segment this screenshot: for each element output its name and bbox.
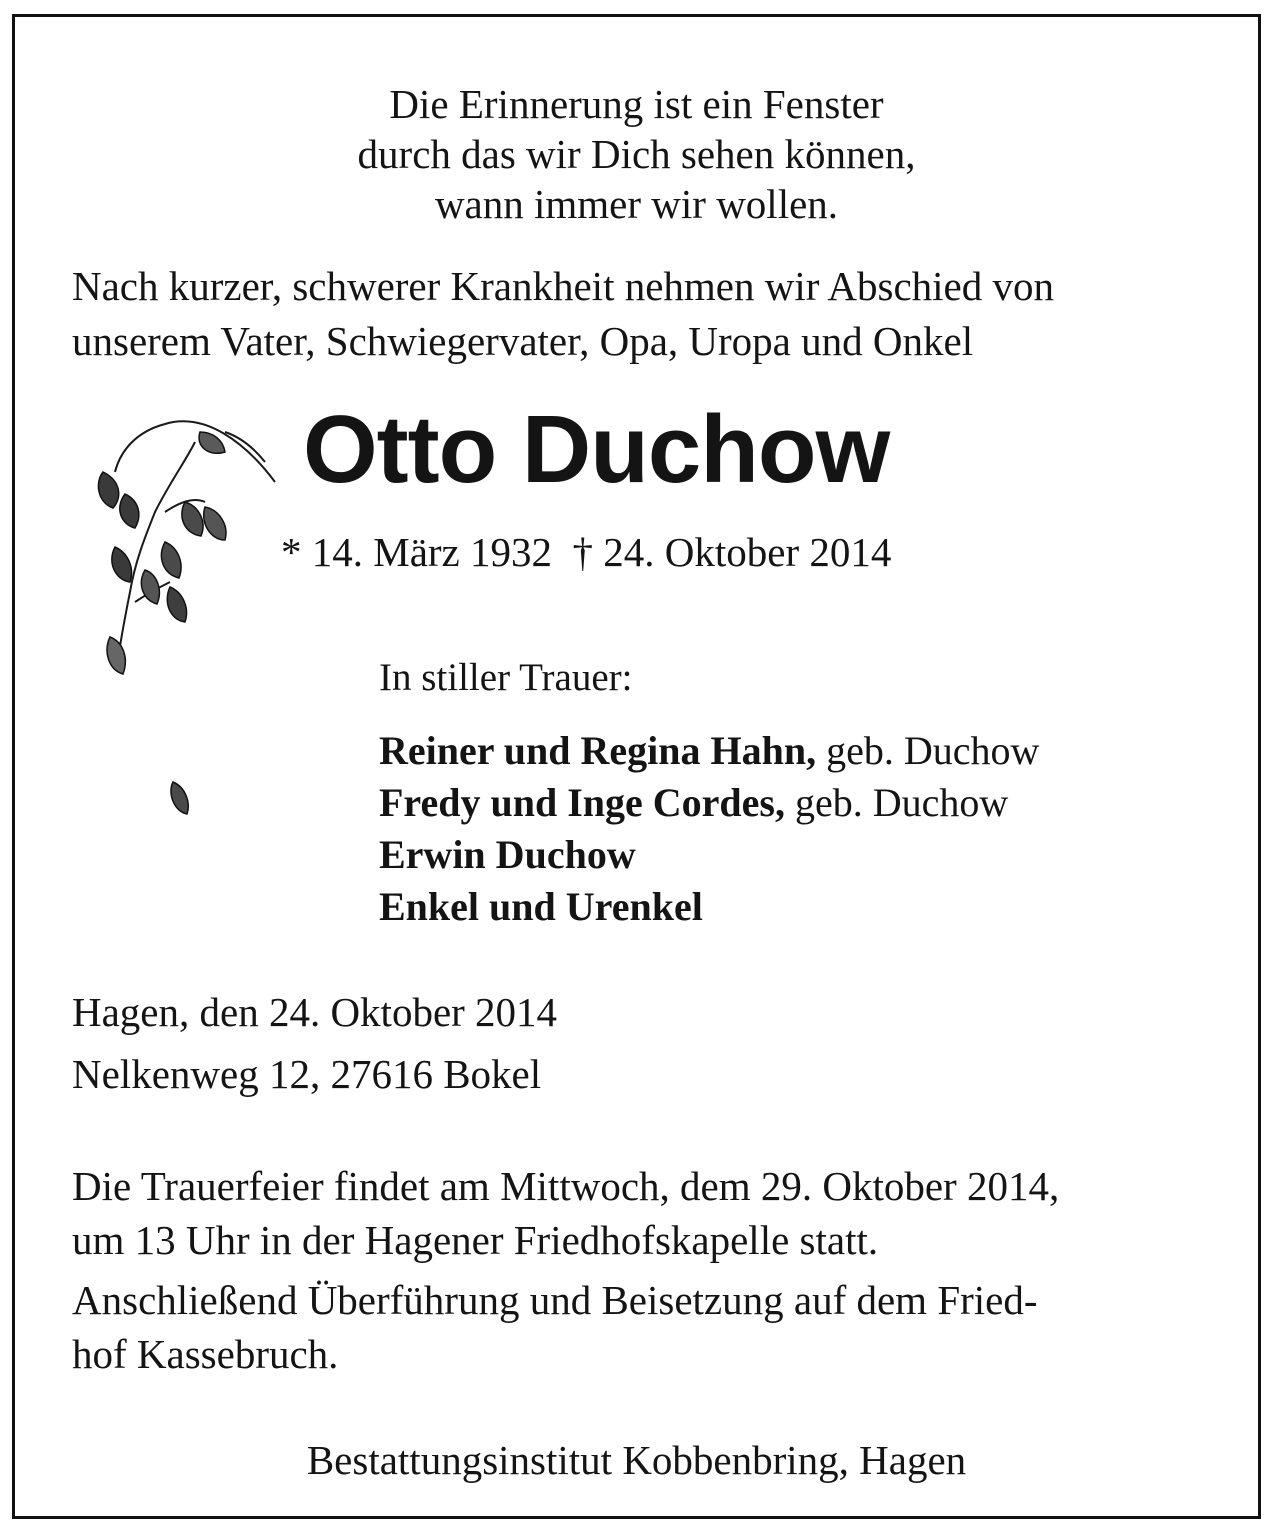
address: Nelkenweg 12, 27616 Bokel — [72, 1051, 542, 1097]
intro-line: unserem Vater, Schwiegervater, Opa, Uropa und Onkel — [72, 318, 974, 364]
list-item — [379, 881, 1039, 933]
list-item — [379, 777, 1039, 829]
burial-notice — [72, 1273, 1212, 1381]
motto-line: wann immer wir wollen. — [434, 181, 839, 227]
mourners-list — [379, 725, 1039, 933]
list-item — [379, 829, 1039, 881]
memorial-motto — [15, 79, 1258, 229]
birth-date: * 14. März 1932 — [281, 529, 553, 575]
mourner-suffix: geb. Duchow — [816, 728, 1040, 773]
deceased-name: Otto Duchow — [303, 396, 890, 503]
mourner-name: Fredy und Inge Cordes, — [379, 780, 785, 825]
mourner-name: Erwin Duchow — [379, 832, 636, 877]
list-item — [379, 725, 1039, 777]
death-date: † 24. Oktober 2014 — [572, 529, 892, 575]
funeral-home: Bestattungsinstitut Kobbenbring, Hagen — [306, 1437, 967, 1483]
mourner-name: Enkel und Urenkel — [379, 884, 703, 929]
motto-line: Die Erinnerung ist ein Fenster — [389, 81, 884, 127]
burial-line: hof Kassebruch. — [72, 1331, 339, 1377]
burial-line: Anschließend Überführung und Beisetzung auf dem Fried- — [72, 1277, 1038, 1323]
place-and-date: Hagen, den 24. Oktober 2014 — [72, 989, 558, 1035]
ceremony-notice — [72, 1159, 1059, 1267]
mourner-name: Reiner und Regina Hahn, — [379, 728, 817, 773]
obituary-frame — [12, 14, 1261, 1519]
intro-line: Nach kurzer, schwerer Krankheit nehmen wir Abschied von — [72, 263, 1054, 309]
life-dates — [281, 527, 891, 577]
motto-line: durch das wir Dich sehen können, — [357, 131, 916, 177]
birch-branch-icon — [75, 402, 285, 872]
ceremony-line: um 13 Uhr in der Hagener Friedhofskapelle statt. — [72, 1217, 879, 1263]
mourner-suffix: geb. Duchow — [784, 780, 1009, 825]
ceremony-line: Die Trauerfeier findet am Mittwoch, dem 29. Oktober 2014, — [72, 1163, 1060, 1209]
intro-text — [72, 259, 1054, 369]
mourning-label: In stiller Trauer: — [379, 656, 633, 699]
